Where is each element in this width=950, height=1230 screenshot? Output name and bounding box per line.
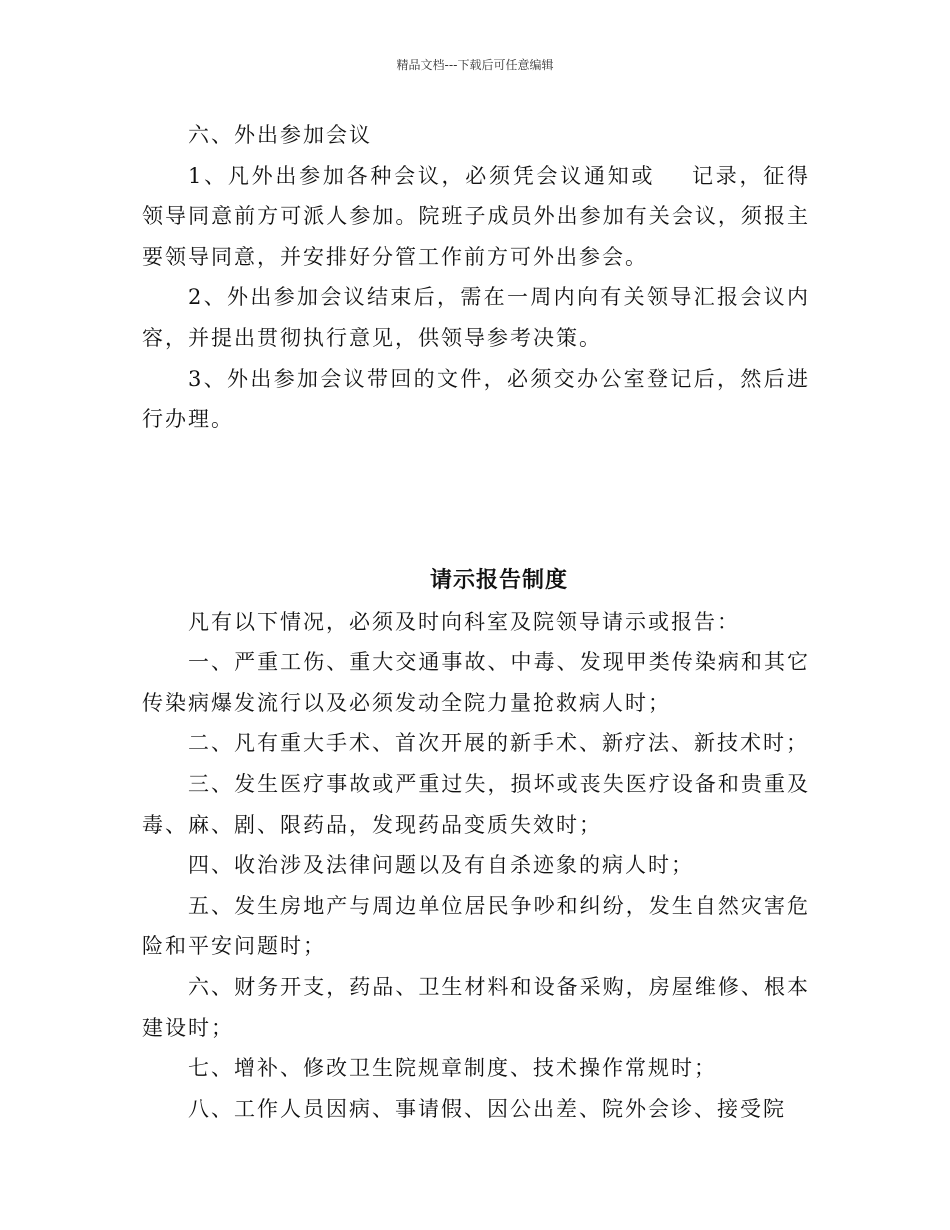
list-item: 四、收治涉及法律问题以及有自杀迹象的病人时； bbox=[188, 853, 694, 878]
intro-paragraph: 凡有以下情况，必须及时向科室及院领导请示或报告： bbox=[188, 609, 740, 634]
paragraph-1 bbox=[142, 156, 810, 278]
list-item: 三、发生医疗事故或严重过失，损坏或丧失医疗设备和贵重及毒、麻、剧、限药品，发现药品变质失效时； bbox=[142, 771, 810, 837]
paragraph-1-part-a: 1、凡外出参加各种会议，必须凭会议通知或 bbox=[188, 163, 656, 188]
page-header: 精品文档---下载后可任意编辑 bbox=[396, 58, 554, 72]
section-request-report bbox=[142, 561, 810, 1129]
paragraph-2: 2、外出参加会议结束后，需在一周内向有关领导汇报会议内容，并提出贯彻执行意见，供领导参考决策。 bbox=[142, 285, 810, 350]
list-item: 八、工作人员因病、事请假、因公出差、院外会诊、接受院 bbox=[188, 1096, 786, 1121]
paragraph-3: 3、外出参加会议带回的文件，必须交办公室登记后，然后进行办理。 bbox=[142, 366, 810, 432]
list-item: 一、严重工伤、重大交通事故、中毒、发现甲类传染病和其它传染病爆发流行以及必须发动全院力量抢救病人时； bbox=[142, 650, 810, 715]
list-item: 六、财务开支，药品、卫生材料和设备采购，房屋维修、根本建设时； bbox=[142, 974, 810, 1040]
list-item: 五、发生房地产与周边单位居民争吵和纠纷，发生自然灾害危险和平安问题时； bbox=[142, 893, 810, 959]
document-title: 请示报告制度 bbox=[429, 568, 568, 593]
section-external-meetings bbox=[142, 115, 810, 440]
section-heading: 六、外出参加会议 bbox=[188, 123, 372, 147]
list-item: 七、增补、修改卫生院规章制度、技术操作常规时； bbox=[188, 1056, 717, 1081]
list-item: 二、凡有重大手术、首次开展的新手术、新疗法、新技术时； bbox=[188, 731, 809, 756]
paragraph-1-part-b: 记录，征得领导同意前方可派人参加。院班子成员外出参加有关会议，须报主要领导同意，并安排好分管工作前方可外出参会。 bbox=[142, 163, 811, 269]
